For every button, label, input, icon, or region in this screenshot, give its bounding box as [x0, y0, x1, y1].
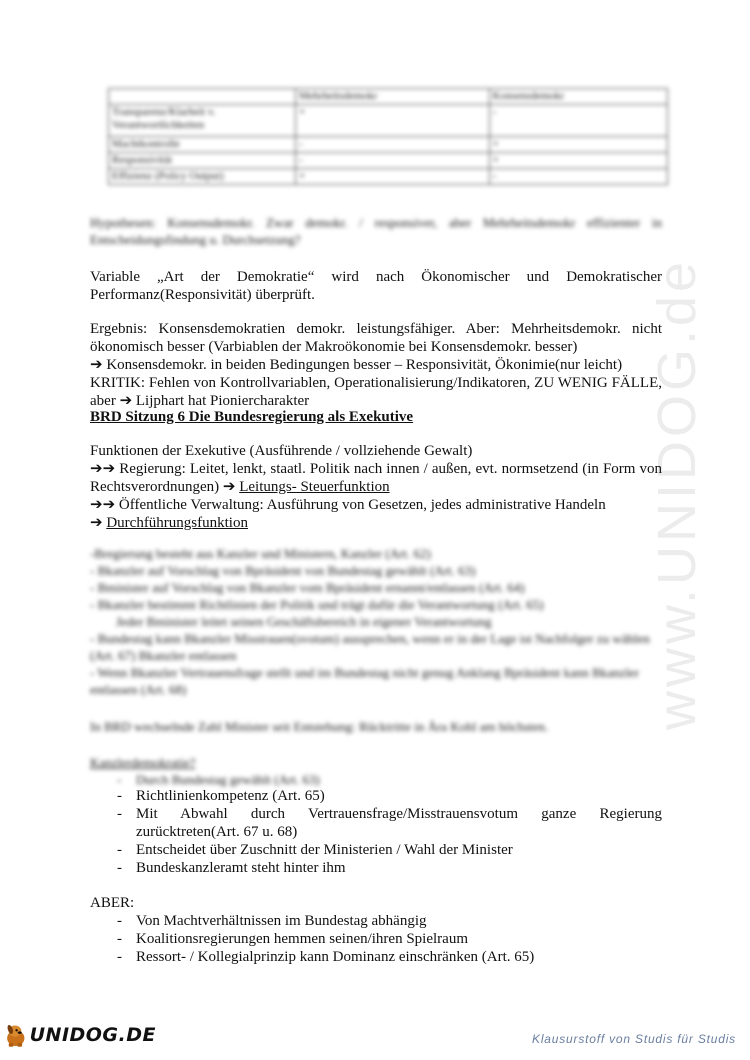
blurred-line: - Wenn Bkanzler Vertrauensfrage stellt und im Bundestag nicht genug Anklang Bpräsident kann Bkanzler entlassen (Art. 68)	[90, 665, 640, 697]
list-item: - Koalitionsregierungen hemmen seinen/ihren Spielraum	[90, 930, 662, 948]
aber-label: ABER:	[90, 895, 135, 911]
section-title: BRD Sitzung 6 Die Bundesregierung als Exekutive	[90, 409, 414, 425]
blurred-line: - Bminister auf Vorschlag von Bkanzler vom Bpräsident ernannt/entlassen (Art. 64)	[90, 580, 525, 595]
table-cell: -	[296, 153, 490, 169]
functions-intro: Funktionen der Exekutive (Ausführende / vollziehende Gewalt)	[90, 443, 473, 459]
watermark-text: www.UNIDOG.de	[647, 257, 707, 730]
table-cell: -	[296, 137, 490, 153]
logo-text: UNIDOG.DE	[29, 1024, 156, 1046]
list-item: - Durch Bundestag gewählt (Art. 63)	[90, 772, 662, 787]
kanzler-items	[90, 772, 662, 877]
arrow-icon: ➔	[222, 479, 236, 495]
result-paragraph	[90, 320, 662, 410]
table-cell: -	[489, 169, 667, 185]
table-header-row	[109, 89, 668, 105]
kanzler-list	[90, 772, 662, 877]
hypothesis-paragraph: Hypothesen: Konsensdemokr. Zwar demokr. / responsiver, aber Mehrheitsdemokr effizienter in Entscheidungsfindung u. Durchsetzung?	[90, 215, 662, 247]
function-label: Leitungs- Steuerfunktion	[239, 479, 390, 495]
list-item: - Bundeskanzleramt steht hinter ihm	[90, 859, 662, 877]
table-cell: -	[489, 105, 667, 137]
result-line	[90, 356, 662, 374]
kanzler-heading: Kanzlerdemokratie?	[90, 755, 196, 770]
function-text: Regierung: Leitet, lenkt, staatl. Politik nach innen / außen, evt. normsetzend (in Form von Rechtsverordnungen)	[90, 461, 662, 495]
aber-items	[90, 912, 662, 966]
function-item-government	[90, 460, 662, 496]
function-text: Öffentliche Verwaltung: Ausführung von Gesetzen, jedes administrative Handeln	[118, 497, 606, 513]
blurred-line: -Bregierung besteht aus Kanzler und Ministern, Kanzler (Art. 62)	[90, 546, 431, 561]
table-header-cell: Mehrheitsdemokr	[296, 89, 490, 105]
blurred-line: - Bkanzler bestimmt Richtlinien der Politik und trägt dafür die Verantwortung (Art. 65)	[90, 597, 544, 612]
table-header-cell: Konsensdemokr	[489, 89, 667, 105]
arrow-icon: ➔	[90, 357, 103, 373]
table-header-cell	[109, 89, 296, 105]
list-item: - Von Machtverhältnissen im Bundestag abhängig	[90, 912, 662, 930]
double-arrow-icon: ➔➔	[90, 497, 116, 513]
double-arrow-icon: ➔➔	[90, 461, 116, 477]
critique-tail: Lijphart hat Pioniercharakter	[135, 393, 310, 409]
table-row	[109, 105, 668, 137]
table-cell: +	[489, 137, 667, 153]
result-text: Konsensdemokr. in beiden Bedingungen besser – Responsivität, Ökonimie(nur leicht)	[106, 357, 623, 373]
function-label: Durchführungsfunktion	[106, 515, 248, 531]
aber-block	[90, 894, 662, 966]
table-cell: Responsivität	[109, 153, 296, 169]
blurred-line: - Bundestag kann Bkanzler Misstrauen(svotum) aussprechen, wenn er in der Lage ist Nachfolger zu wählen (Art. 67) Bkanzler entlassen	[90, 631, 650, 663]
table-row	[109, 169, 668, 185]
function-item-administration	[90, 496, 662, 514]
comparison-table	[108, 88, 668, 185]
list-item: - Ressort- / Kollegialprinzip kann Dominanz einschränken (Art. 65)	[90, 948, 662, 966]
table-cell: Transparenz/Klarheit v. Verantwortlichkeiten	[109, 105, 296, 137]
table-cell: Effizienz (Policy Output)	[109, 169, 296, 185]
table-cell: +	[296, 105, 490, 137]
dog-logo-icon	[4, 1019, 28, 1051]
footer-logo[interactable]	[4, 1018, 156, 1052]
table-row	[109, 153, 668, 169]
table-cell: Machtkontrolle	[109, 137, 296, 153]
function-item-execution	[90, 514, 662, 532]
blurred-line: Jeder Bminister leitet seinen Geschäftsbereich in eigener Verantwortung	[116, 614, 492, 629]
blurred-line: - Bkanzler auf Vorschlag von Bpräsident von Bundestag gewählt (Art. 63)	[90, 563, 476, 578]
table-row	[109, 137, 668, 153]
table-cell: +	[296, 169, 490, 185]
table-cell: +	[489, 153, 667, 169]
result-line: Ergebnis: Konsensdemokratien demokr. leistungsfähiger. Aber: Mehrheitsdemokr. nicht ökonomisch besser (Varbiablen der Makroökonomie bei Konsensdemokr. besser)	[90, 321, 662, 355]
arrow-icon: ➔	[90, 515, 103, 531]
list-item: - Richtlinienkompetenz (Art. 65)	[90, 787, 662, 805]
arrow-icon: ➔	[119, 393, 133, 409]
footer-tagline: Klausurstoff von Studis für Studis	[532, 1032, 736, 1046]
blurred-block	[90, 545, 662, 698]
variable-paragraph: Variable „Art der Demokratie“ wird nach Ökonomischer und Demokratischer Performanz(Responsivität) überprüft.	[90, 269, 662, 303]
functions-block	[90, 442, 662, 532]
critique-text: KRITIK: Fehlen von Kontrollvariablen, Operationalisierung/Indikatoren, ZU WENIG FÄLLE, aber	[90, 375, 662, 409]
list-item: - Entscheidet über Zuschnitt der Ministerien / Wahl der Minister	[90, 841, 662, 859]
blurred-note: In BRD wechselnde Zahl Minister seit Entstehung: Rücktritte in Ära Kohl am höchsten.	[90, 719, 549, 734]
result-line	[90, 374, 662, 410]
list-item: - Mit Abwahl durch Vertrauensfrage/Misstrauensvotum ganze Regierung zurücktreten(Art. 67 u. 68)	[90, 805, 662, 841]
